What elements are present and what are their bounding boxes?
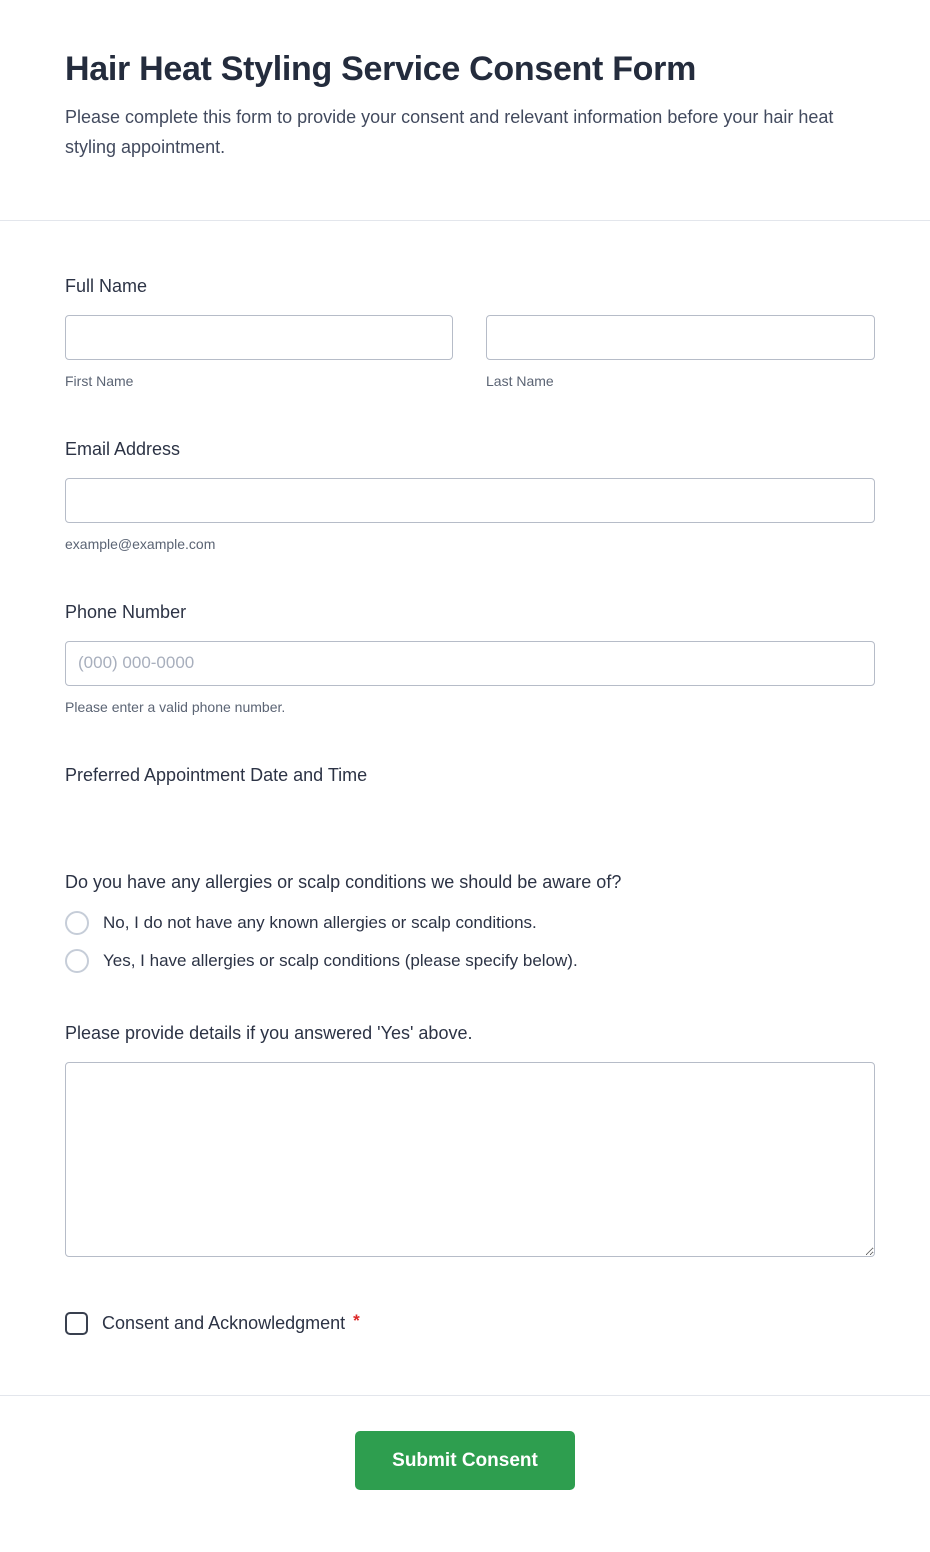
email-sublabel: example@example.com [65, 536, 216, 553]
email-field-group [65, 439, 875, 552]
page-title: Hair Heat Styling Service Consent Form [65, 50, 696, 88]
appointment-label: Preferred Appointment Date and Time [65, 765, 368, 786]
full-name-field [65, 276, 875, 389]
form-footer [0, 1395, 930, 1540]
first-name-group [65, 315, 453, 389]
allergies-option-no[interactable] [65, 911, 875, 935]
last-name-group [486, 315, 875, 389]
first-name-input[interactable] [65, 315, 453, 360]
consent-checkbox-row[interactable] [65, 1312, 875, 1335]
consent-label: Consent and Acknowledgment [102, 1313, 346, 1334]
details-textarea[interactable] [65, 1062, 875, 1257]
phone-sublabel: Please enter a valid phone number. [65, 699, 286, 716]
radio-unselected-icon[interactable] [65, 949, 89, 973]
email-field[interactable] [65, 478, 875, 523]
allergies-option-no-label: No, I do not have any known allergies or scalp conditions. [103, 913, 537, 933]
allergies-option-yes[interactable] [65, 949, 875, 973]
first-name-sublabel: First Name [65, 373, 134, 390]
form-subtitle: Please complete this form to provide your consent and relevant information before your hair heat styling appointment. [65, 107, 834, 157]
full-name-label: Full Name [65, 276, 148, 297]
phone-label: Phone Number [65, 602, 187, 623]
last-name-input[interactable] [486, 315, 875, 360]
allergies-option-yes-label: Yes, I have allergies or scalp conditions (please specify below). [103, 951, 578, 971]
details-label: Please provide details if you answered 'Yes' above. [65, 1023, 473, 1044]
form-body [0, 221, 930, 1335]
radio-unselected-icon[interactable] [65, 911, 89, 935]
allergies-radio-group [65, 911, 875, 973]
required-asterisk: * [353, 1310, 360, 1330]
email-label: Email Address [65, 439, 181, 460]
details-field-group [65, 1023, 875, 1262]
allergies-question-label: Do you have any allergies or scalp conditions we should be aware of? [65, 872, 622, 893]
appointment-spacer [65, 804, 875, 822]
allergies-field-group [65, 872, 875, 973]
phone-input[interactable] [65, 641, 875, 686]
checkbox-unchecked-icon[interactable] [65, 1312, 88, 1335]
phone-field-group [65, 602, 875, 715]
submit-consent-button[interactable]: Submit Consent [355, 1431, 575, 1490]
appointment-field-group [65, 765, 875, 822]
form-header [0, 0, 930, 220]
last-name-sublabel: Last Name [486, 373, 554, 390]
